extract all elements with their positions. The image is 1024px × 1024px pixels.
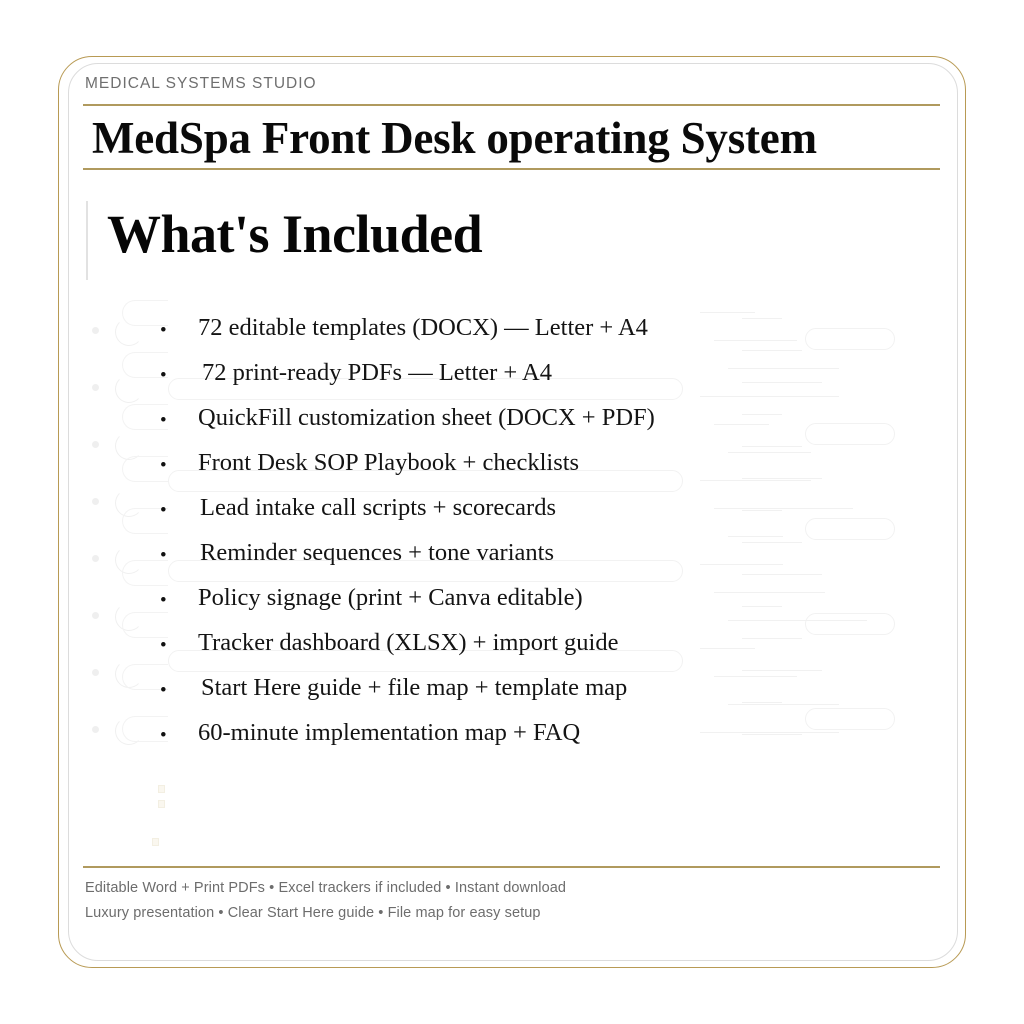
list-item-label: 60-minute implementation map + FAQ	[198, 719, 581, 746]
section-accent-bar	[86, 201, 88, 280]
list-item	[160, 358, 860, 403]
list-item	[160, 538, 860, 583]
list-item-label: Tracker dashboard (XLSX) + import guide	[198, 629, 619, 656]
list-item	[160, 718, 860, 763]
list-item	[160, 403, 860, 448]
bullet-icon: •	[160, 680, 167, 701]
list-item-label: Reminder sequences + tone variants	[200, 539, 554, 566]
whats-included-list	[160, 313, 860, 763]
list-item-label: Start Here guide + file map + template map	[201, 674, 628, 701]
brand-kicker: MEDICAL SYSTEMS STUDIO	[85, 75, 317, 92]
bullet-icon: •	[160, 590, 167, 611]
list-item-label: 72 print-ready PDFs — Letter + A4	[202, 359, 552, 386]
list-item	[160, 448, 860, 493]
list-item	[160, 313, 860, 358]
bullet-icon: •	[160, 320, 167, 341]
bullet-icon: •	[160, 365, 167, 386]
footer-line-2: Luxury presentation • Clear Start Here guide • File map for easy setup	[85, 905, 541, 921]
bullet-icon: •	[160, 410, 167, 431]
list-item-label: Lead intake call scripts + scorecards	[200, 494, 556, 521]
section-heading: What's Included	[107, 204, 483, 264]
list-item-label: Policy signage (print + Canva editable)	[198, 584, 583, 611]
bullet-icon: •	[160, 455, 167, 476]
list-item-label: Front Desk SOP Playbook + checklists	[198, 449, 580, 476]
list-item	[160, 628, 860, 673]
bullet-icon: •	[160, 545, 167, 566]
list-item-label: 72 editable templates (DOCX) — Letter + A4	[198, 314, 648, 341]
list-item	[160, 583, 860, 628]
footer-line-1: Editable Word + Print PDFs • Excel trackers if included • Instant download	[85, 880, 567, 896]
list-item	[160, 493, 860, 538]
bullet-icon: •	[160, 635, 167, 656]
bullet-icon: •	[160, 500, 167, 521]
title-bottom-rule	[83, 168, 940, 170]
list-item	[160, 673, 860, 718]
page-title: MedSpa Front Desk operating System	[92, 113, 817, 163]
list-item-label: QuickFill customization sheet (DOCX + PDF)	[198, 404, 655, 431]
title-top-rule	[83, 104, 940, 106]
footer-rule	[83, 866, 940, 868]
bullet-icon: •	[160, 725, 167, 746]
